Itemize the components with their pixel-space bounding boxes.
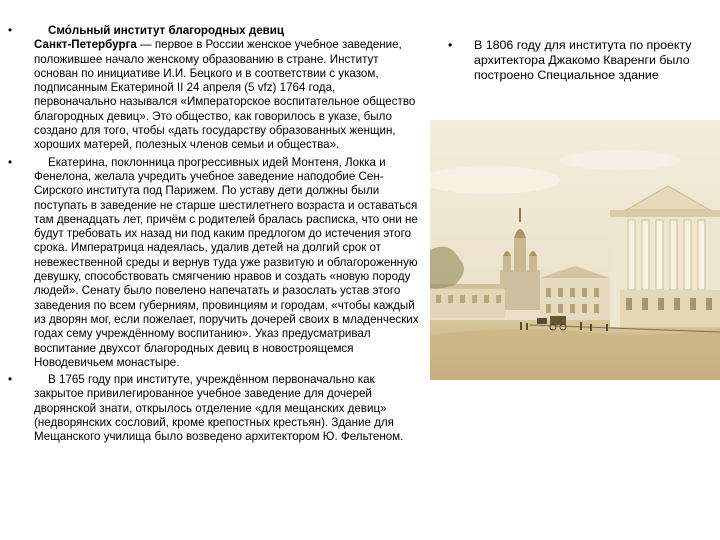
title-line-2: Санкт-Петербурга [34, 38, 137, 52]
bullet-icon: • [8, 373, 13, 387]
smolny-painting-illustration [430, 120, 720, 380]
paragraph-catherine [8, 156, 420, 370]
paragraph-text: — первое в России женское учебное заведение, положившее начало женскому образованию в стране. Институт основан по инициативе И.И. Бецкого и в соответствии с указом, подписанным Екатериной II 24 апреля (5 vfz) 1764 года, первоначально назывался «Императорское воспитательное общество благородных девиц». Это общество, как говорилось в указе, было создано для того, чтобы «дать государству образованных женщин, хороших матерей, полезных членов семьи и общества». [34, 38, 416, 152]
right-column [448, 38, 698, 86]
bullet-icon: • [448, 38, 453, 52]
bullet-icon: • [8, 155, 13, 169]
paragraph-1765 [8, 373, 420, 444]
left-column [8, 24, 420, 448]
paragraph-text: Екатерина, поклонница прогрессивных идей Монтеня, Локка и Фенелона, желала учредить учебное заведение наподобие Сен-Сирского института под Парижем. По уставу дети должны были поступать в заведение не старше шестилетнего возраста и оставаться там двенадцать лет, причём с родителей бралась расписка, что они не будут требовать их назад ни под каким предлогом до истечения этого срока. Императрица надеялась, удалив детей на долгий срок от невежественной среды и вернув туда уже развитую и облагороженную девушку, способствовать смягчению нравов и создать «новую породу людей». Сенату было повелено напечатать и разослать устав этого заведения по всем губерниям, провинциям и городам, «чтобы каждый из дворян мог, если пожелает, поручить дочерей своих в младенческих годах сему учреждённому воспитанию». Указ предусматривал воспитание двухсот благородных девиц в новостроящемся Новодевичьем монастыре. [34, 155, 419, 369]
paragraph-text: В 1806 году для института по проекту архитектора Джакомо Кваренги было построено Специальное здание [474, 38, 692, 82]
paragraph-smolny-intro [8, 24, 420, 153]
title-line-1: Смо́льный институт благородных девиц [48, 24, 285, 37]
bullet-icon: • [8, 24, 13, 37]
smolny-painting [430, 120, 720, 380]
paragraph-1806 [448, 38, 698, 83]
paragraph-text: В 1765 году при институте, учреждённом первоначально как закрытое привилегированное учебное заведение для дочерей дворянской знати, открылось отделение «для мещанских девиц» (недворянских сословий, кроме крепостных крестьян). Здание для Мещанского училища было возведено архитектором Ю. Фельтеном. [34, 373, 404, 444]
